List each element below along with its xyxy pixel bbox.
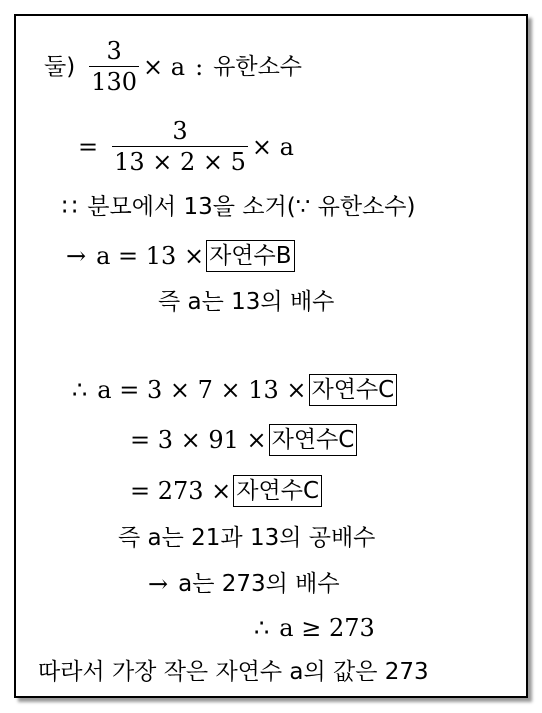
times-a: × a bbox=[143, 52, 186, 81]
arrow: → bbox=[66, 242, 87, 270]
line-5 bbox=[158, 288, 334, 316]
line-1 bbox=[44, 38, 302, 95]
inequality: a ≥ 273 bbox=[279, 614, 375, 642]
conclusion: 따라서 가장 작은 자연수 a의 값은 273 bbox=[38, 659, 429, 685]
boxed-natural-number-b: 자연수B bbox=[206, 240, 294, 272]
therefore-symbol: ∴ bbox=[72, 376, 88, 404]
line-9 bbox=[118, 524, 375, 552]
line-6 bbox=[72, 374, 397, 406]
colon: : bbox=[195, 52, 204, 81]
expression: = 273 × bbox=[130, 477, 232, 505]
line-10 bbox=[148, 570, 340, 598]
fraction-3-over-130 bbox=[89, 38, 139, 95]
equals-sign: = bbox=[78, 132, 99, 161]
line-2 bbox=[78, 118, 294, 175]
because-symbol: ∷ bbox=[62, 193, 78, 221]
line-12 bbox=[38, 658, 429, 686]
step-label: 둘) bbox=[44, 53, 76, 80]
boxed-natural-number-c: 자연수C bbox=[269, 424, 358, 456]
multiple-of-13-note: 즉 a는 13의 배수 bbox=[158, 289, 335, 315]
numerator: 3 bbox=[106, 37, 122, 65]
expression: = 3 × 91 × bbox=[130, 426, 267, 454]
line-11 bbox=[254, 614, 375, 642]
fraction-factored bbox=[112, 118, 248, 175]
expression: a = 3 × 7 × 13 × bbox=[97, 376, 307, 404]
line-7 bbox=[130, 424, 357, 456]
cancel-13-note: 분모에서 13을 소거(∵ 유한소수) bbox=[87, 194, 416, 220]
finite-decimal-label: 유한소수 bbox=[213, 53, 303, 80]
denominator: 13 × 2 × 5 bbox=[114, 148, 246, 176]
boxed-natural-number-c: 자연수C bbox=[233, 475, 322, 507]
line-3 bbox=[62, 193, 415, 221]
denominator: 130 bbox=[91, 68, 138, 96]
line-8 bbox=[130, 475, 322, 507]
boxed-natural-number-c: 자연수C bbox=[309, 374, 398, 406]
expression: a = 13 × bbox=[96, 242, 205, 270]
therefore-symbol: ∴ bbox=[254, 614, 270, 642]
line-4 bbox=[66, 240, 295, 272]
common-multiple-note: 즉 a는 21과 13의 공배수 bbox=[118, 525, 376, 551]
times-a: × a bbox=[251, 132, 294, 161]
numerator: 3 bbox=[172, 117, 188, 145]
multiple-of-273-note: a는 273의 배수 bbox=[178, 571, 340, 597]
arrow: → bbox=[148, 570, 169, 598]
